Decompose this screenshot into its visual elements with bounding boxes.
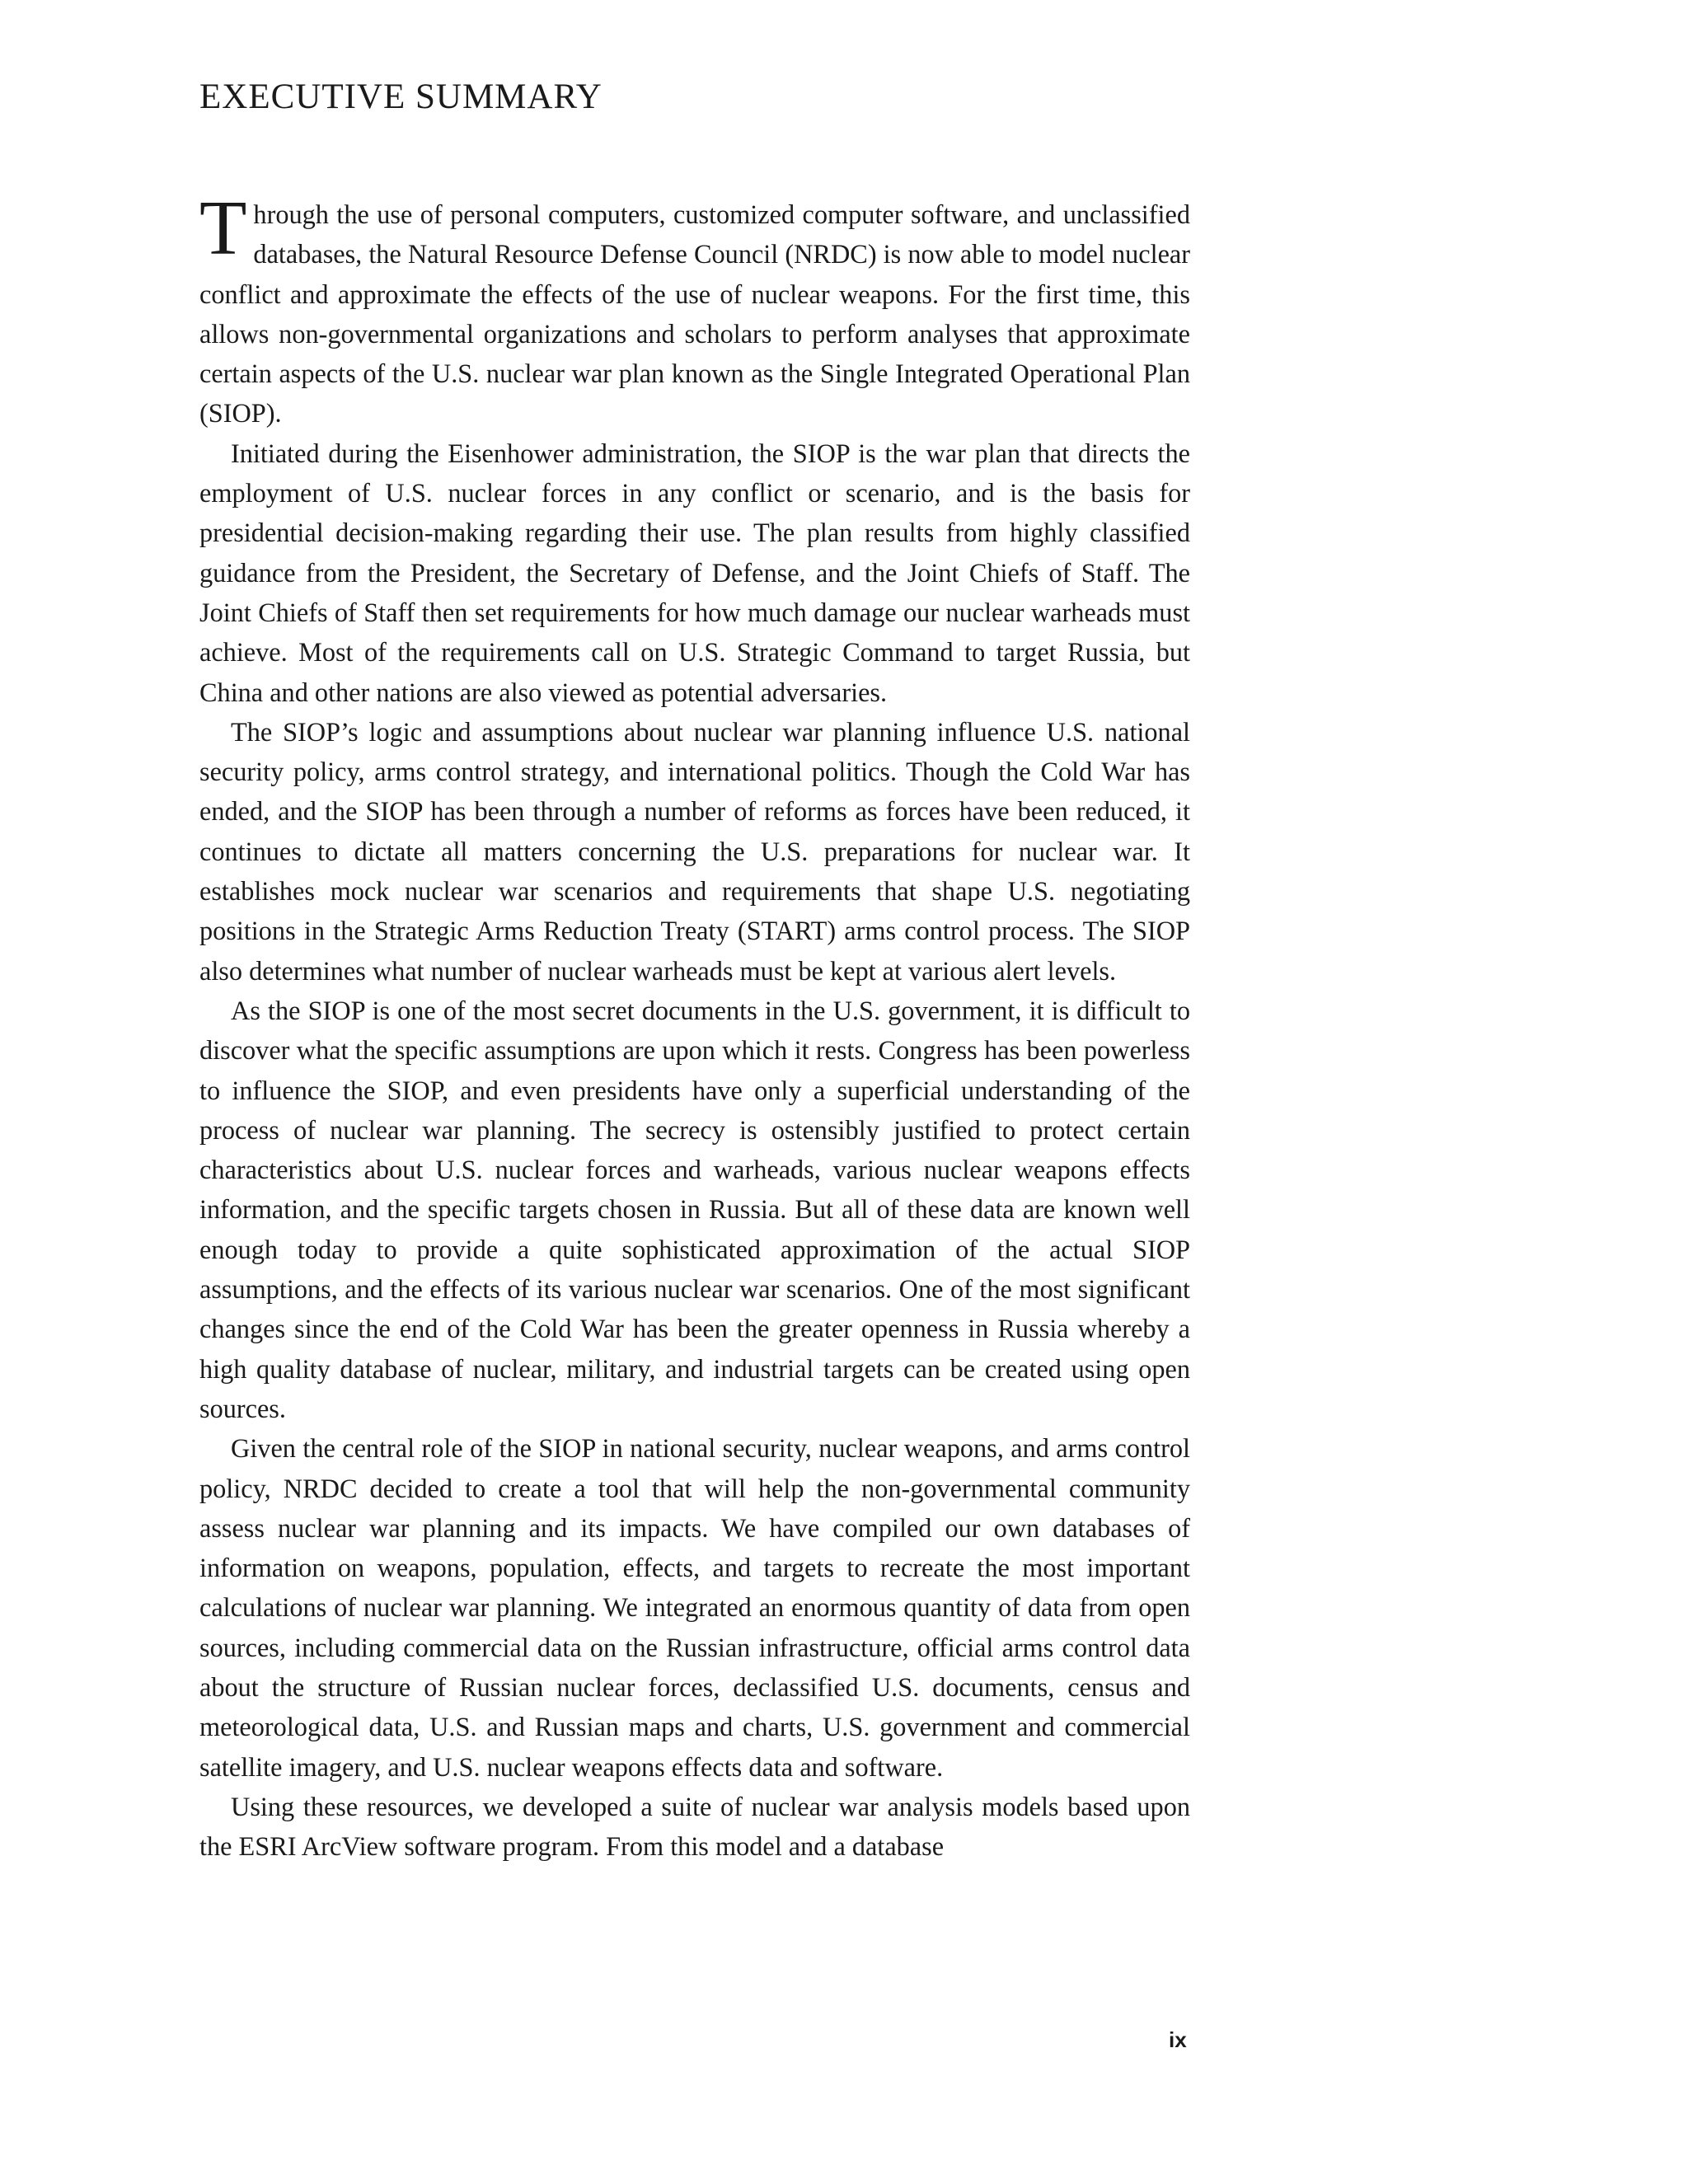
page-number: ix <box>1169 2027 1187 2052</box>
paragraph-6: Using these resources, we developed a suite of nuclear war analysis models based upon the ESRI ArcView software program. From this model and a database <box>199 1791 1190 1862</box>
paragraph-1-text: hrough the use of personal computers, customized computer software, and unclassified databases, the Natural Resource Defense Council (NRDC) is now able to model nuclear conflict and approximate the effects of the use of nuclear weapons. For the first time, this allows non-governmental organizations and scholars to perform analyses that approximate certain aspects of the U.S. nuclear war plan known as the Single Integrated Operational Plan (SIOP). <box>199 199 1190 429</box>
section-heading: EXECUTIVE SUMMARY <box>199 77 603 116</box>
drop-cap: T <box>199 185 247 271</box>
paragraph-5: Given the central role of the SIOP in national security, nuclear weapons, and arms control policy, NRDC decided to create a tool that will help the non-governmental community assess nuclear war planning and its impacts. We have compiled our own databases of information on weapons, population, effects, and targets to recreate the most important calculations of nuclear war planning. We integrated an enormous quantity of data from open sources, including commercial data on the Russian infrastructure, official arms control data about the structure of Russian nuclear forces, declassified U.S. documents, census and meteorological data, U.S. and Russian maps and charts, U.S. government and commercial satellite imagery, and U.S. nuclear weapons effects data and software. <box>199 1433 1190 1782</box>
paragraph-2: Initiated during the Eisenhower administration, the SIOP is the war plan that directs the employment of U.S. nuclear forces in any conflict or scenario, and is the basis for presidential decision-making regarding their use. The plan results from highly classified guidance from the President, the Secretary of Defense, and the Joint Chiefs of Staff. The Joint Chiefs of Staff then set requirements for how much damage our nuclear warheads must achieve. Most of the requirements call on U.S. Strategic Command to target Russia, but China and other nations are also viewed as potential adversaries. <box>199 438 1190 707</box>
paragraph-3: The SIOP’s logic and assumptions about nuclear war planning influence U.S. national security policy, arms control strategy, and international politics. Though the Cold War has ended, and the SIOP has been through a number of reforms as forces have been reduced, it continues to dictate all matters concerning the U.S. preparations for nuclear war. It establishes mock nuclear war scenarios and requirements that shape U.S. negotiating positions in the Strategic Arms Reduction Treaty (START) arms control process. The SIOP also determines what number of nuclear warheads must be kept at various alert levels. <box>199 716 1190 986</box>
body-text <box>199 185 1190 1866</box>
paragraph-1 <box>199 185 1190 434</box>
paragraph-4: As the SIOP is one of the most secret documents in the U.S. government, it is difficult to discover what the specific assumptions are upon which it rests. Congress has been powerless to influence the SIOP, and even presidents have only a superficial understanding of the process of nuclear war planning. The secrecy is ostensibly justified to protect certain characteristics about U.S. nuclear forces and warheads, various nuclear weapons effects information, and the specific targets chosen in Russia. But all of these data are known well enough today to provide a quite sophisticated approximation of the actual SIOP assumptions, and the effects of its various nuclear war scenarios. One of the most significant changes since the end of the Cold War has been the greater openness in Russia whereby a high quality database of nuclear, military, and industrial targets can be created using open sources. <box>199 995 1190 1423</box>
